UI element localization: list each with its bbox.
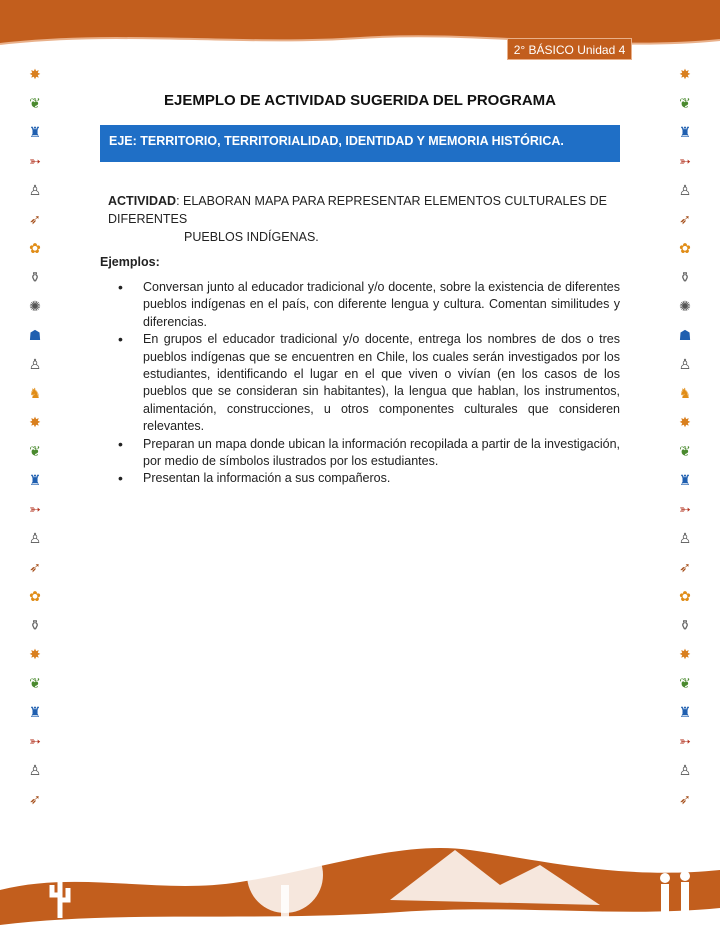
page-title: EJEMPLO DE ACTIVIDAD SUGERIDA DEL PROGRAMA	[164, 92, 556, 109]
standing-person-icon: ♙	[28, 530, 42, 546]
list-item: • En grupos el educador tradicional y/o docente, entrega los nombres de dos o tres pueblos indígenas que se encuentren en Chile, los cuales serán investigados por los estudiantes, identificando el lugar en el que viven o vivían (en los casos de los pueblos que se consideran sin habitantes), la lengua que hablan, los instrumentos, alimentación, construcciones, u otros componentes culturales que consideren relevantes.	[118, 331, 620, 435]
bird-figure-icon: ❦	[29, 443, 41, 459]
standing-person-icon: ♙	[678, 530, 692, 546]
standing-person-icon: ♙	[678, 182, 692, 198]
unit-badge: 2° BÁSICO Unidad 4	[507, 38, 632, 60]
pottery-icon: ⚱	[679, 269, 691, 285]
list-item: • Presentan la información a sus compañeros.	[118, 470, 620, 487]
axis-heading: EJE: TERRITORIO, TERRITORIALIDAD, IDENTIDAD Y MEMORIA HISTÓRICA.	[100, 125, 620, 162]
standing-person-icon: ♙	[28, 356, 42, 372]
list-item: • Preparan un mapa donde ubican la información recopilada a partir de la investigación, por medio de símbolos ilustrados por los estudiantes.	[118, 436, 620, 471]
blue-figure-icon: ♜	[28, 704, 42, 720]
flower-icon: ✿	[29, 588, 41, 604]
bottom-landscape-decoration	[0, 800, 720, 932]
llama-icon: ♞	[28, 385, 42, 401]
standing-person-icon: ♙	[678, 356, 692, 372]
left-decoration-column	[15, 60, 55, 814]
pottery-icon: ⚱	[29, 617, 41, 633]
sun-emblem-icon: ✸	[679, 646, 691, 662]
fox-icon: ➳	[29, 733, 41, 749]
condor-icon: ➶	[29, 559, 41, 575]
bird-figure-icon: ❦	[679, 675, 691, 691]
blue-figure-icon: ♜	[28, 124, 42, 140]
flower-icon: ✿	[679, 588, 691, 604]
blue-figure-icon: ♜	[678, 704, 692, 720]
standing-person-icon: ♙	[28, 762, 42, 778]
pottery-icon: ⚱	[29, 269, 41, 285]
flower-icon: ✿	[679, 240, 691, 256]
activity-line-1	[108, 192, 614, 228]
fox-icon: ➳	[29, 153, 41, 169]
standing-person-icon: ♙	[678, 762, 692, 778]
condor-icon: ➶	[679, 791, 691, 807]
sun-emblem-icon: ✸	[679, 66, 691, 82]
sun-emblem-icon: ✸	[29, 414, 41, 430]
activity-statement	[108, 192, 614, 246]
sun-rays-icon: ✺	[679, 298, 691, 314]
sun-emblem-icon: ✸	[679, 414, 691, 430]
activity-label: ACTIVIDAD	[108, 194, 177, 208]
condor-icon: ➶	[29, 791, 41, 807]
flower-icon: ✿	[29, 240, 41, 256]
bird-figure-icon: ❦	[679, 95, 691, 111]
fox-icon: ➳	[29, 501, 41, 517]
fox-icon: ➳	[679, 733, 691, 749]
examples-heading: Ejemplos:	[100, 255, 160, 269]
list-item: • Conversan junto al educador tradicional y/o docente, sobre la existencia de diferentes pueblos indígenas en el país, con diferente lengua y cultura. Comentan similitudes y diferencias.	[118, 279, 620, 331]
examples-list	[118, 279, 620, 488]
blue-figure-icon: ♜	[28, 472, 42, 488]
activity-text-line-1: : ELABORAN MAPA PARA REPRESENTAR ELEMENTOS CULTURALES DE DIFERENTES	[108, 194, 607, 226]
condor-icon: ➶	[29, 211, 41, 227]
fox-icon: ➳	[679, 153, 691, 169]
condor-icon: ➶	[679, 211, 691, 227]
fox-icon: ➳	[679, 501, 691, 517]
right-decoration-column	[665, 60, 705, 814]
bird-figure-icon: ❦	[679, 443, 691, 459]
sun-emblem-icon: ✸	[29, 646, 41, 662]
blue-figure-icon: ♜	[678, 124, 692, 140]
standing-person-icon: ♙	[28, 182, 42, 198]
sun-rays-icon: ✺	[29, 298, 41, 314]
bird-figure-icon: ❦	[29, 675, 41, 691]
llama-icon: ♞	[678, 385, 692, 401]
sun-emblem-icon: ✸	[29, 66, 41, 82]
activity-text-line-2: PUEBLOS INDÍGENAS.	[184, 230, 319, 244]
blue-figure-icon: ♜	[678, 472, 692, 488]
bird-figure-icon: ❦	[29, 95, 41, 111]
pottery-icon: ⚱	[679, 617, 691, 633]
mask-icon: ☗	[678, 327, 692, 343]
mask-icon: ☗	[28, 327, 42, 343]
condor-icon: ➶	[679, 559, 691, 575]
